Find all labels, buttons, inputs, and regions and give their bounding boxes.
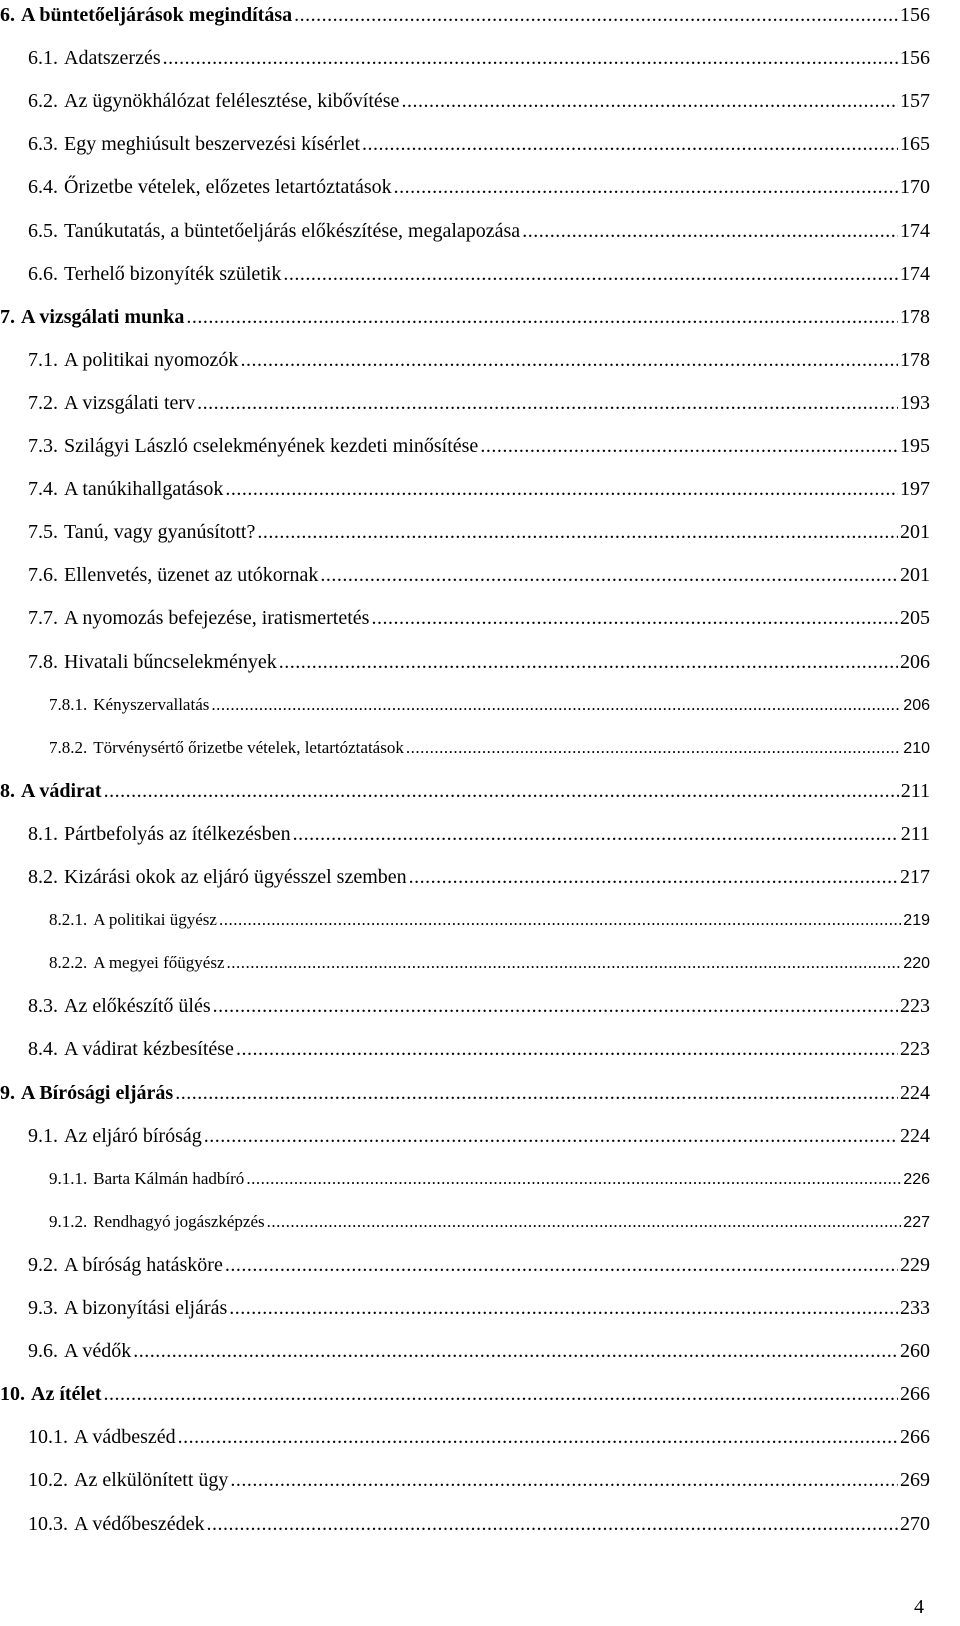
- toc-dot-leader: [227, 948, 902, 978]
- toc-dot-leader: [175, 1078, 898, 1108]
- toc-entry-page: 224: [900, 1125, 930, 1147]
- toc-entry[interactable]: [28, 86, 930, 116]
- toc-entry-page: 206: [900, 651, 930, 673]
- toc-entry[interactable]: [49, 1164, 930, 1194]
- toc-entry-title: A vádirat: [21, 780, 102, 802]
- toc-entry-page: 193: [900, 392, 930, 414]
- toc-dot-leader: [480, 431, 898, 461]
- toc-entry-page: 211: [900, 780, 930, 802]
- toc-entry-number: 9.2.: [28, 1254, 58, 1276]
- toc-entry-page: 224: [900, 1082, 930, 1104]
- toc-entry-number: 9.3.: [28, 1297, 58, 1319]
- toc-dot-leader: [320, 560, 898, 590]
- toc-entry[interactable]: [0, 1078, 930, 1108]
- toc-entry-page: 178: [900, 306, 930, 328]
- toc-entry-title: A politikai nyomozók: [64, 349, 239, 371]
- toc-dot-leader: [406, 733, 901, 763]
- toc-dot-leader: [163, 43, 898, 73]
- toc-entry-title: Rendhagyó jogászképzés: [93, 1212, 265, 1231]
- page-number: 4: [914, 1596, 924, 1618]
- toc-dot-leader: [522, 216, 898, 246]
- toc-dot-leader: [211, 690, 901, 720]
- toc-entry-page: 227: [903, 1214, 930, 1231]
- toc-entry-number: 10.3.: [28, 1513, 68, 1535]
- toc-entry-number: 7.5.: [28, 521, 58, 543]
- toc-dot-leader: [283, 259, 898, 289]
- toc-dot-leader: [225, 1250, 898, 1280]
- toc-entry-number: 9.: [0, 1082, 15, 1104]
- toc-entry[interactable]: [28, 345, 930, 375]
- toc-dot-leader: [401, 86, 898, 116]
- toc-entry-title: Az előkészítő ülés: [64, 995, 211, 1017]
- toc-entry[interactable]: [28, 431, 930, 461]
- toc-entry-number: 6.1.: [28, 47, 58, 69]
- toc-entry[interactable]: [49, 1207, 930, 1237]
- toc-dot-leader: [240, 345, 898, 375]
- toc-entry-number: 7.8.2.: [49, 738, 88, 757]
- toc-dot-leader: [279, 647, 898, 677]
- toc-dot-leader: [178, 1422, 898, 1452]
- toc-dot-leader: [104, 1379, 898, 1409]
- toc-entry[interactable]: [28, 517, 930, 547]
- toc-entry-number: 9.1.: [28, 1125, 58, 1147]
- toc-dot-leader: [186, 302, 898, 332]
- toc-entry-title: Ellenvetés, üzenet az utókornak: [64, 564, 319, 586]
- toc-entry-number: 8.2.1.: [49, 910, 88, 929]
- toc-entry-page: 201: [900, 521, 930, 543]
- toc-entry-page: 174: [900, 220, 930, 242]
- toc-entry-page: 270: [900, 1513, 930, 1535]
- toc-entry[interactable]: [28, 172, 930, 202]
- toc-entry-title: Az ítélet: [31, 1383, 102, 1405]
- toc-entry-number: 10.2.: [28, 1469, 68, 1491]
- toc-dot-leader: [229, 1293, 898, 1323]
- toc-dot-leader: [133, 1336, 898, 1366]
- toc-entry-title: Tanúkutatás, a büntetőeljárás előkészítése, megalapozása: [64, 220, 521, 242]
- toc-entry[interactable]: [28, 1121, 930, 1151]
- toc-dot-leader: [371, 603, 898, 633]
- toc-entry-page: 206: [903, 697, 930, 714]
- toc-entry-title: A megyei főügyész: [93, 953, 225, 972]
- toc-entry[interactable]: [49, 733, 930, 763]
- toc-entry-number: 8.2.2.: [49, 953, 88, 972]
- toc-entry-page: 226: [903, 1171, 930, 1188]
- toc-entry-title: A vizsgálati munka: [21, 306, 185, 328]
- toc-entry-title: A vádbeszéd: [74, 1426, 176, 1448]
- toc-entry-title: Szilágyi László cselekményének kezdeti minősítése: [64, 435, 479, 457]
- toc-entry-number: 9.1.1.: [49, 1169, 88, 1188]
- toc-entry[interactable]: [28, 259, 930, 289]
- toc-entry[interactable]: [28, 1293, 930, 1323]
- toc-entry[interactable]: [28, 862, 930, 892]
- toc-entry[interactable]: [28, 216, 930, 246]
- toc-entry-title: A politikai ügyész: [93, 910, 217, 929]
- toc-entry-title: Az ügynökhálózat felélesztése, kibővítése: [64, 90, 400, 112]
- toc-entry-title: Tanú, vagy gyanúsított?: [64, 521, 256, 543]
- toc-entry[interactable]: [49, 905, 930, 935]
- toc-entry-title: Törvénysértő őrizetbe vételek, letartóztatások: [93, 738, 404, 757]
- toc-entry[interactable]: [28, 560, 930, 590]
- toc-entry-title: A büntetőeljárások megindítása: [21, 4, 293, 26]
- toc-entry[interactable]: [0, 0, 930, 30]
- toc-dot-leader: [294, 0, 898, 30]
- toc-entry-title: Kényszervallatás: [93, 695, 210, 714]
- toc-entry-page: 266: [900, 1426, 930, 1448]
- toc-entry-number: 7.8.: [28, 651, 58, 673]
- toc-dot-leader: [219, 905, 901, 935]
- toc-entry-number: 6.5.: [28, 220, 58, 242]
- toc-entry[interactable]: [0, 776, 930, 806]
- toc-entry-page: 211: [900, 823, 930, 845]
- toc-entry-number: 7.1.: [28, 349, 58, 371]
- toc-entry[interactable]: [28, 1465, 930, 1495]
- toc-entry[interactable]: [28, 43, 930, 73]
- toc-entry-title: Őrizetbe vételek, előzetes letartóztatások: [64, 176, 392, 198]
- toc-dot-leader: [104, 776, 899, 806]
- toc-entry[interactable]: [28, 1336, 930, 1366]
- toc-entry-number: 9.1.2.: [49, 1212, 88, 1231]
- toc-entry-title: A vádirat kézbesítése: [64, 1038, 234, 1060]
- toc-entry[interactable]: [49, 690, 930, 720]
- toc-entry-title: Terhelő bizonyíték születik: [64, 263, 282, 285]
- toc-entry-page: 260: [900, 1340, 930, 1362]
- toc-entry-number: 8.3.: [28, 995, 58, 1017]
- toc-entry-number: 7.7.: [28, 607, 58, 629]
- toc-entry-title: A védőbeszédek: [74, 1513, 205, 1535]
- toc-entry[interactable]: [28, 1034, 930, 1064]
- toc-entry-page: 157: [900, 90, 930, 112]
- toc-entry[interactable]: [28, 1509, 930, 1539]
- toc-entry-number: 7.: [0, 306, 15, 328]
- toc-entry-number: 6.3.: [28, 133, 58, 155]
- toc-entry-title: A Bírósági eljárás: [21, 1082, 174, 1104]
- toc-entry-title: A tanúkihallgatások: [64, 478, 224, 500]
- toc-entry[interactable]: [28, 1422, 930, 1452]
- toc-entry-number: 6.2.: [28, 90, 58, 112]
- toc-dot-leader: [230, 1465, 898, 1495]
- toc-dot-leader: [213, 991, 898, 1021]
- toc-entry-number: 10.: [0, 1383, 25, 1405]
- toc-dot-leader: [207, 1509, 898, 1539]
- toc-entry-number: 8.: [0, 780, 15, 802]
- toc-dot-leader: [267, 1207, 902, 1237]
- toc-entry-number: 7.6.: [28, 564, 58, 586]
- toc-dot-leader: [409, 862, 898, 892]
- toc-entry-page: 205: [900, 607, 930, 629]
- toc-entry-title: Az elkülönített ügy: [74, 1469, 229, 1491]
- toc-entry-title: Pártbefolyás az ítélkezésben: [64, 823, 291, 845]
- toc-entry-page: 217: [900, 866, 930, 888]
- toc-entry[interactable]: [28, 1250, 930, 1280]
- toc-entry-page: 156: [900, 4, 930, 26]
- toc-entry-number: 7.2.: [28, 392, 58, 414]
- toc-entry-number: 6.4.: [28, 176, 58, 198]
- toc-dot-leader: [236, 1034, 898, 1064]
- toc-entry-number: 7.4.: [28, 478, 58, 500]
- toc-entry-page: 174: [900, 263, 930, 285]
- toc-entry-number: 9.6.: [28, 1340, 58, 1362]
- toc-entry-title: Hivatali bűncselekmények: [64, 651, 277, 673]
- toc-entry[interactable]: [28, 474, 930, 504]
- toc-entry-title: Egy meghiúsult beszervezési kísérlet: [64, 133, 361, 155]
- toc-dot-leader: [257, 517, 898, 547]
- toc-entry-title: A vizsgálati terv: [64, 392, 196, 414]
- toc-entry-page: 229: [900, 1254, 930, 1276]
- toc-dot-leader: [394, 172, 898, 202]
- toc-entry[interactable]: [49, 948, 930, 978]
- toc-dot-leader: [362, 129, 898, 159]
- toc-entry[interactable]: [28, 647, 930, 677]
- toc-entry-number: 7.3.: [28, 435, 58, 457]
- toc-entry-number: 8.2.: [28, 866, 58, 888]
- toc-entry[interactable]: [0, 302, 930, 332]
- toc-dot-leader: [204, 1121, 898, 1151]
- toc-entry-page: 210: [903, 740, 930, 757]
- toc-entry-title: Kizárási okok az eljáró ügyésszel szemben: [64, 866, 407, 888]
- toc-entry-page: 201: [900, 564, 930, 586]
- toc-entry-number: 7.8.1.: [49, 695, 88, 714]
- toc-entry-number: 8.1.: [28, 823, 58, 845]
- toc-dot-leader: [225, 474, 898, 504]
- toc-entry-page: 197: [900, 478, 930, 500]
- toc-entry-page: 219: [903, 912, 930, 929]
- toc-dot-leader: [197, 388, 898, 418]
- toc-entry-page: 220: [903, 955, 930, 972]
- toc-entry-page: 156: [900, 47, 930, 69]
- toc-entry[interactable]: [28, 819, 930, 849]
- toc-entry-page: 233: [900, 1297, 930, 1319]
- toc-entry-page: 266: [900, 1383, 930, 1405]
- toc-entry-title: A védők: [64, 1340, 132, 1362]
- toc-dot-leader: [246, 1164, 901, 1194]
- toc-entry-title: Az eljáró bíróság: [64, 1125, 202, 1147]
- toc-entry-page: 269: [900, 1469, 930, 1491]
- toc-entry-title: A nyomozás befejezése, iratismertetés: [64, 607, 370, 629]
- toc-entry-number: 10.1.: [28, 1426, 68, 1448]
- toc-entry-title: Barta Kálmán hadbíró: [93, 1169, 245, 1188]
- toc-entry-number: 6.: [0, 4, 15, 26]
- toc-entry-page: 170: [900, 176, 930, 198]
- toc-entry-page: 223: [900, 1038, 930, 1060]
- toc-entry-number: 8.4.: [28, 1038, 58, 1060]
- toc-entry-page: 195: [900, 435, 930, 457]
- toc-entry-page: 223: [900, 995, 930, 1017]
- toc-entry-title: Adatszerzés: [64, 47, 161, 69]
- toc-entry-number: 6.6.: [28, 263, 58, 285]
- toc-entry-page: 178: [900, 349, 930, 371]
- toc-entry-title: A bizonyítási eljárás: [64, 1297, 228, 1319]
- toc-dot-leader: [293, 819, 899, 849]
- toc-entry[interactable]: [28, 991, 930, 1021]
- toc-entry-title: A bíróság hatásköre: [64, 1254, 223, 1276]
- toc-entry[interactable]: [28, 129, 930, 159]
- toc-entry[interactable]: [28, 603, 930, 633]
- toc-entry[interactable]: [28, 388, 930, 418]
- toc-entry[interactable]: [0, 1379, 930, 1409]
- toc-entry-page: 165: [900, 133, 930, 155]
